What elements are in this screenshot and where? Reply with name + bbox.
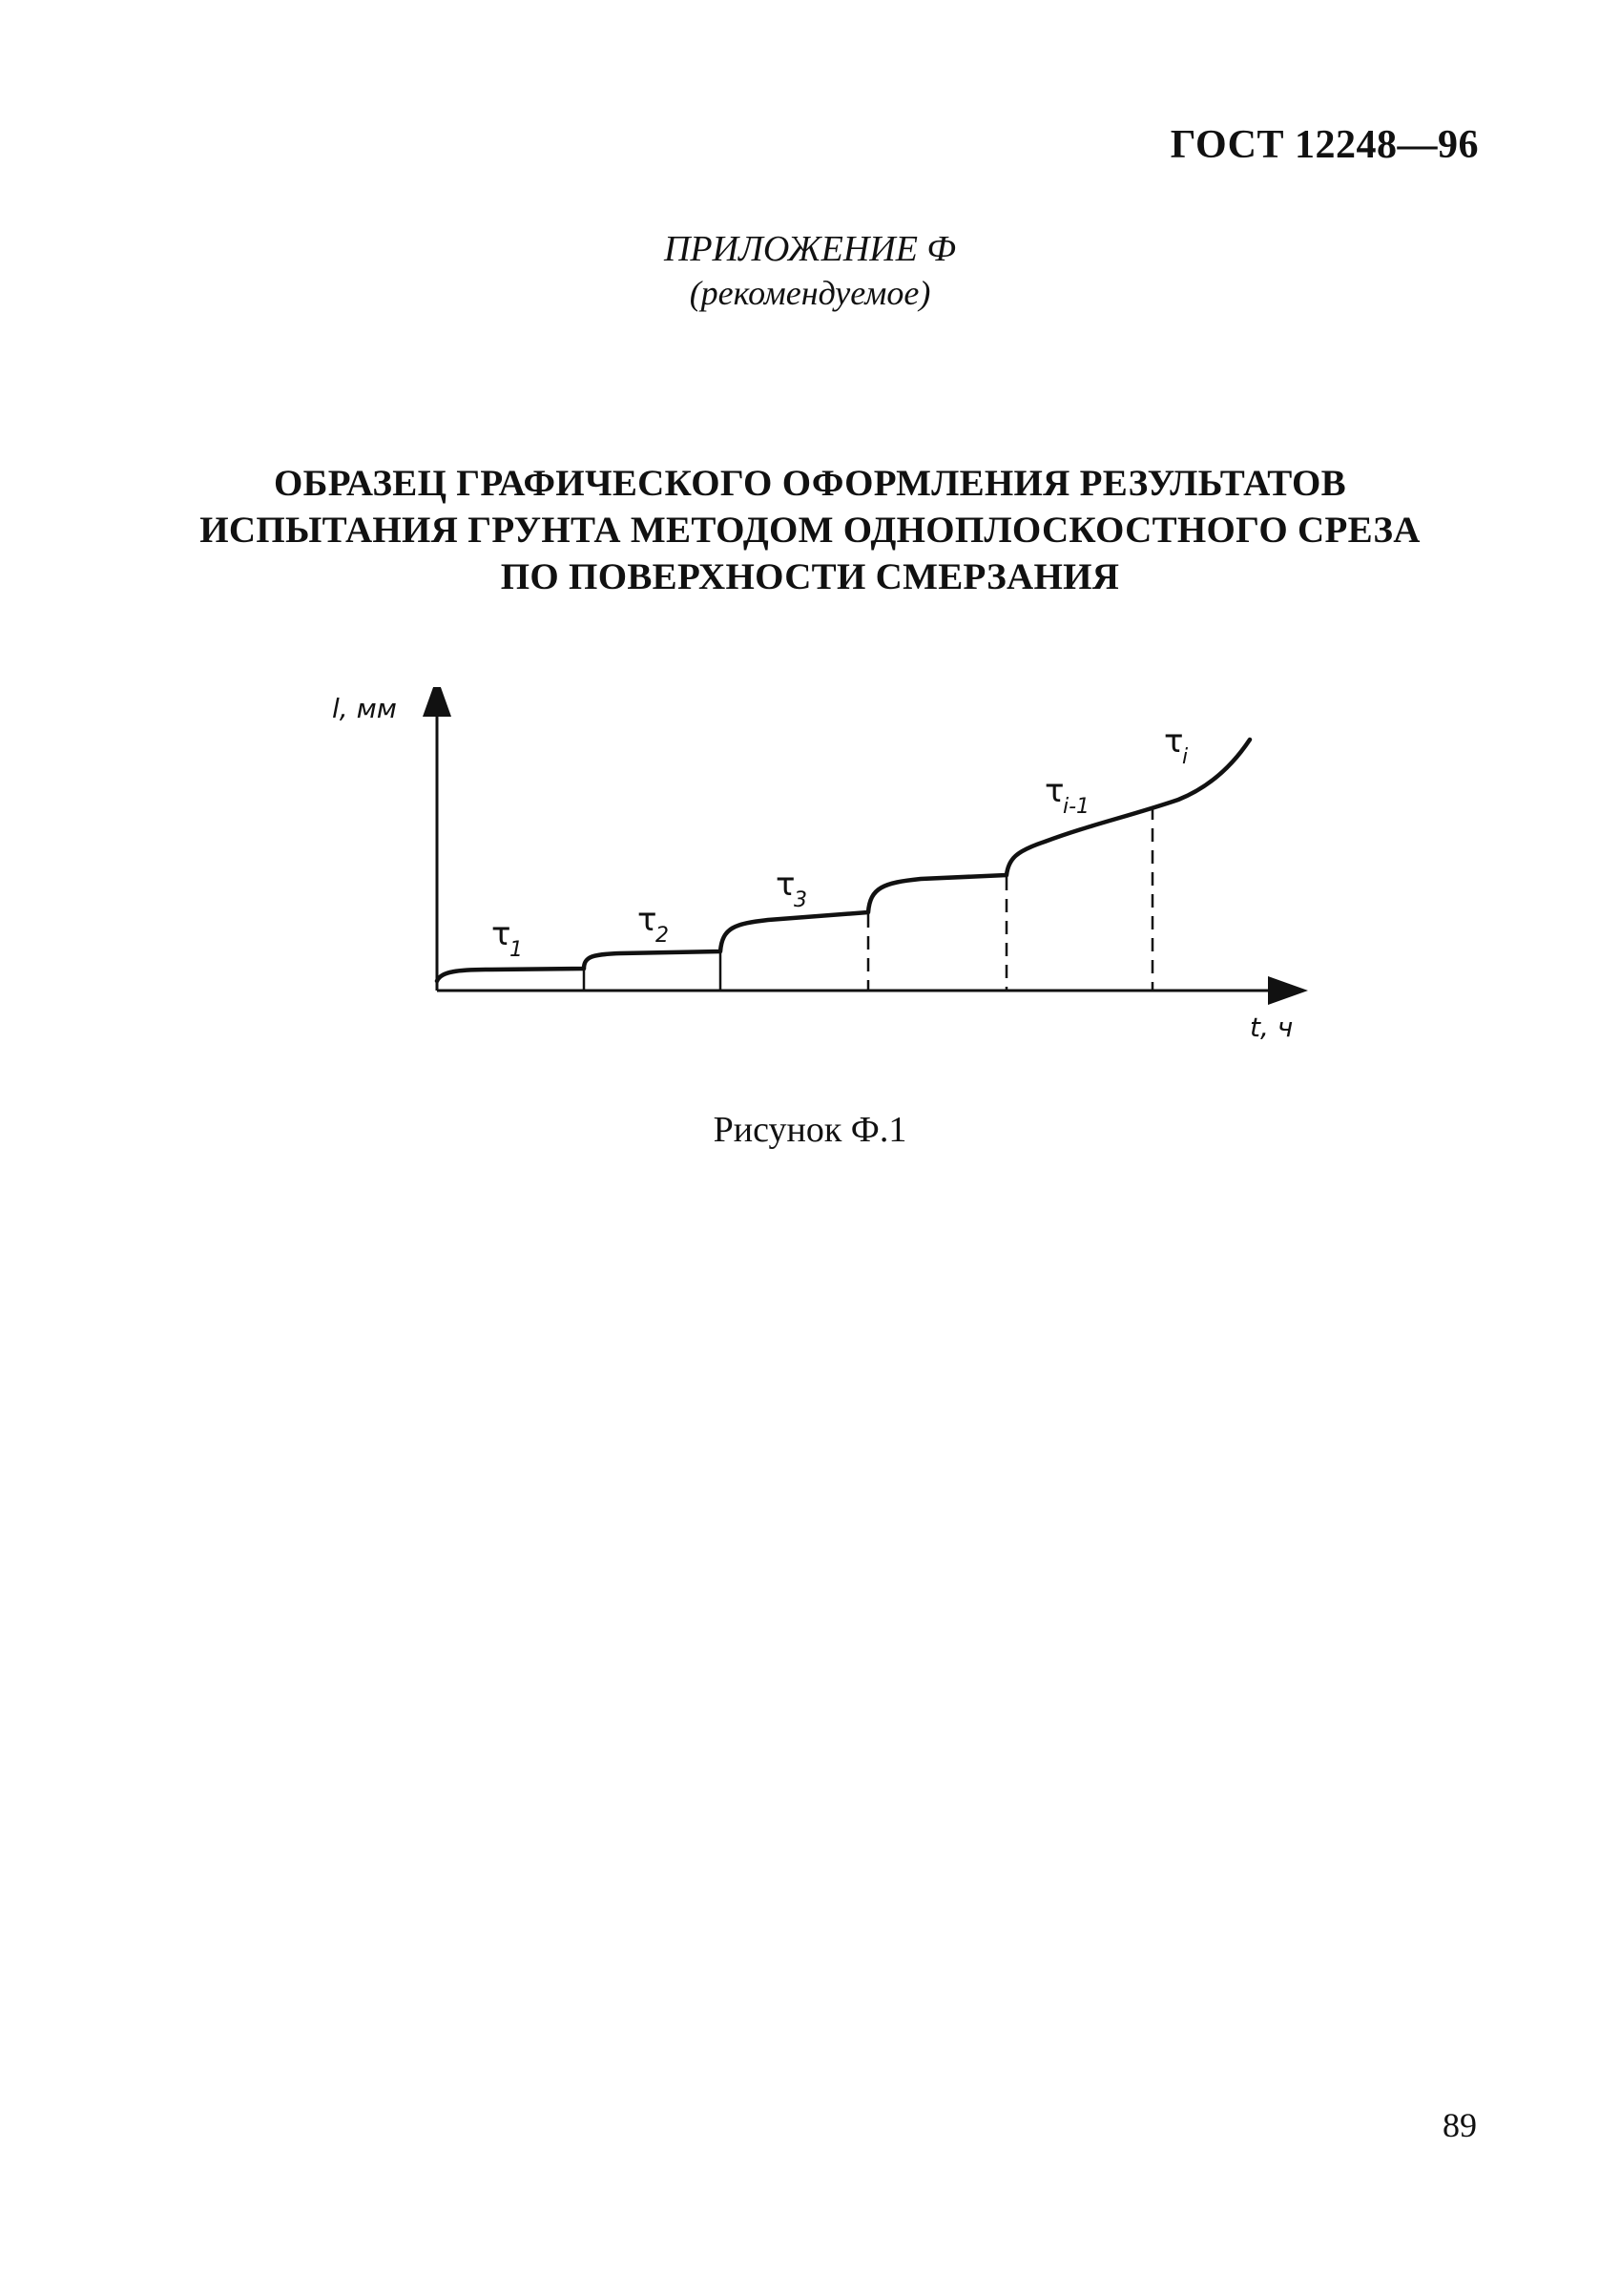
- stage-symbol: τ: [776, 866, 796, 904]
- page-number: 89: [1443, 2106, 1477, 2144]
- x-axis-label: t, ч: [1250, 1012, 1294, 1043]
- stage-subscript: i: [1182, 745, 1189, 769]
- stage-subscript: 1: [509, 938, 523, 962]
- stage-label-2: [637, 901, 669, 948]
- stage-label-5: [1164, 722, 1188, 769]
- stage-symbol: τ: [491, 915, 511, 953]
- stage-subscript: i-1: [1063, 795, 1090, 819]
- stage-subscript: 3: [794, 888, 807, 912]
- figure-svg: [315, 687, 1317, 1050]
- stage-label-4: [1045, 772, 1090, 819]
- title-line-3: ПО ПОВЕРХНОСТИ СМЕРЗАНИЯ: [500, 556, 1120, 597]
- appendix-title: ПРИЛОЖЕНИЕ Ф: [663, 229, 956, 269]
- title-line-2: ИСПЫТАНИЯ ГРУНТА МЕТОДОМ ОДНОПЛОСКОСТНОГО СРЕЗА: [199, 510, 1421, 551]
- section-title: [0, 460, 1620, 600]
- document-code: ГОСТ 12248—96: [1170, 123, 1479, 167]
- title-line-1: ОБРАЗЕЦ ГРАФИЧЕСКОГО ОФОРМЛЕНИЯ РЕЗУЛЬТАТОВ: [274, 463, 1346, 504]
- deformation-curve: [437, 740, 1250, 981]
- appendix-heading: [0, 227, 1620, 315]
- stage-symbol: τ: [1164, 722, 1184, 761]
- stage-symbol: τ: [1045, 772, 1065, 810]
- stage-subscript: 2: [655, 924, 669, 948]
- figure-caption: Рисунок Ф.1: [713, 1110, 907, 1150]
- stage-label-3: [776, 866, 807, 912]
- stage-symbol: τ: [637, 901, 657, 939]
- stage-label-1: [491, 915, 523, 962]
- shear-test-figure: [315, 687, 1317, 1050]
- appendix-note: (рекомендуемое): [689, 274, 931, 312]
- y-axis-label: l, мм: [332, 693, 397, 724]
